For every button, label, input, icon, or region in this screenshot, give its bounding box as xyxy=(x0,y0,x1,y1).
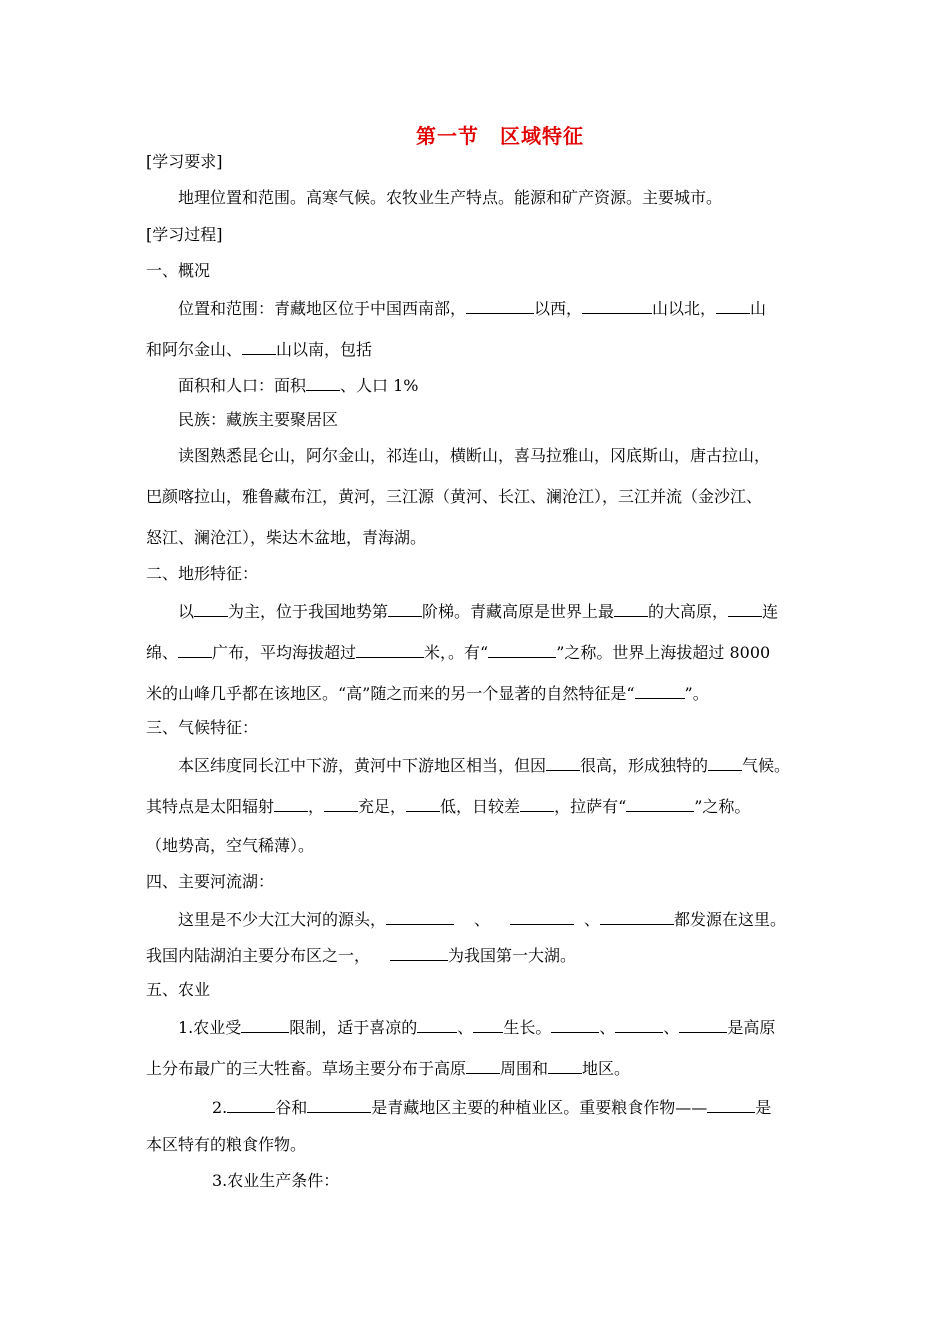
blank[interactable] xyxy=(520,795,554,812)
agri-line-2: 上分布最广的三大牲畜。草场主要分布于高原 周围和 地区。 xyxy=(146,1059,631,1078)
blank[interactable] xyxy=(406,795,440,812)
blank[interactable] xyxy=(466,297,534,314)
blank[interactable] xyxy=(716,297,750,314)
blank[interactable] xyxy=(546,754,580,771)
blank[interactable] xyxy=(356,641,424,658)
terrain-line-3: 米的山峰几乎都在该地区。“高”随之而来的另一个显著的自然特征是“ ”。 xyxy=(146,684,709,703)
rivers-line-1: 这里是不少大江大河的源头， 、 、 都发源在这里。 xyxy=(178,910,787,929)
blank[interactable] xyxy=(417,1016,457,1033)
heading-agriculture: 五、农业 xyxy=(146,980,211,999)
blank[interactable] xyxy=(194,600,228,617)
blank[interactable] xyxy=(728,600,762,617)
blank[interactable] xyxy=(473,1016,503,1033)
map-line-3: 怒江、澜沧江），柴达木盆地，青海湖。 xyxy=(146,528,427,547)
blank[interactable] xyxy=(708,754,742,771)
nation-line: 民族：藏族主要聚居区 xyxy=(178,410,339,429)
position-line-1: 位置和范围：青藏地区位于中国西南部， 以西， 山以北， 山 xyxy=(178,299,767,318)
requirements-text: 地理位置和范围。高寒气候。农牧业生产特点。能源和矿产资源。主要城市。 xyxy=(178,188,723,207)
agri-line-1: 1.农业受 限制，适于喜凉的 、 生长。 、 、 是高原 xyxy=(178,1018,776,1037)
agri-line-4: 本区特有的粮食作物。 xyxy=(146,1135,307,1154)
map-line-2: 巴颜喀拉山，雅鲁藏布江，黄河，三江源（黄河、长江、澜沧江），三江并流（金沙江、 xyxy=(146,487,763,506)
blank[interactable] xyxy=(227,1096,275,1113)
blank[interactable] xyxy=(600,908,674,925)
blank[interactable] xyxy=(390,944,448,961)
blank[interactable] xyxy=(707,1096,755,1113)
map-line-1: 读图熟悉昆仑山，阿尔金山，祁连山，横断山，喜马拉雅山，冈底斯山，唐古拉山， xyxy=(178,446,771,465)
blank[interactable] xyxy=(510,908,574,925)
agri-line-3: 2. 谷和 是青藏地区主要的种植业区。重要粮食作物—— 是 xyxy=(212,1098,772,1117)
terrain-line-2: 绵、 广布，平均海拔超过 米，。有“ ”之称。世界上海拔超过 8000 xyxy=(146,643,771,662)
heading-terrain: 二、地形特征： xyxy=(146,564,259,583)
heading-climate: 三、气候特征： xyxy=(146,718,259,737)
blank[interactable] xyxy=(551,1016,599,1033)
heading-overview: 一、概况 xyxy=(146,261,211,280)
climate-line-1: 本区纬度同长江中下游，黄河中下游地区相当，但因 很高，形成独特的 气候。 xyxy=(178,756,791,775)
blank[interactable] xyxy=(274,795,308,812)
heading-rivers: 四、主要河流湖： xyxy=(146,872,275,891)
rivers-line-2: 我国内陆湖泊主要分布区之一， 为我国第一大湖。 xyxy=(146,946,577,965)
blank[interactable] xyxy=(241,1016,289,1033)
climate-line-2: 其特点是太阳辐射 ， 充足， 低，日较差 ，拉萨有“ ”之称。 xyxy=(146,797,751,816)
terrain-line-1: 以 为主，位于我国地势第 阶梯。青藏高原是世界上最 的大高原， 连 xyxy=(178,602,779,621)
blank[interactable] xyxy=(306,374,340,391)
blank[interactable] xyxy=(466,1057,500,1074)
climate-line-3: （地势高，空气稀薄）。 xyxy=(146,836,315,855)
agri-line-5: 3.农业生产条件： xyxy=(212,1171,340,1190)
blank[interactable] xyxy=(679,1016,727,1033)
blank[interactable] xyxy=(614,600,648,617)
area-line: 面积和人口：面积 、人口 1% xyxy=(178,376,419,395)
blank[interactable] xyxy=(386,908,454,925)
blank[interactable] xyxy=(178,641,212,658)
blank[interactable] xyxy=(626,795,694,812)
position-line-2: 和阿尔金山、 山以南，包括 xyxy=(146,340,373,359)
blank[interactable] xyxy=(548,1057,582,1074)
blank[interactable] xyxy=(582,297,652,314)
blank[interactable] xyxy=(324,795,358,812)
section-label-process: [学习过程] xyxy=(146,225,223,244)
page-title: 第一节 区域特征 xyxy=(416,124,584,148)
blank[interactable] xyxy=(635,682,685,699)
blank[interactable] xyxy=(388,600,422,617)
section-label-requirements: [学习要求] xyxy=(146,152,223,171)
blank[interactable] xyxy=(307,1096,371,1113)
blank[interactable] xyxy=(488,641,556,658)
blank[interactable] xyxy=(242,338,276,355)
blank[interactable] xyxy=(615,1016,663,1033)
